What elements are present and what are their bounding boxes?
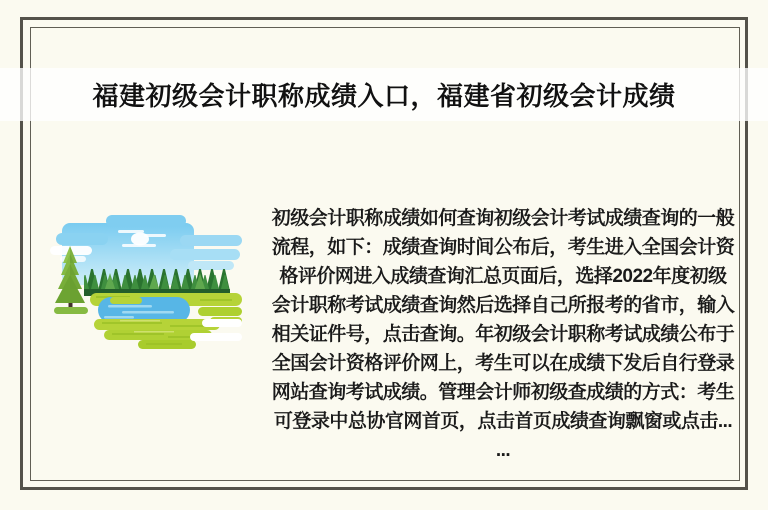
article-line: 可登录中总协官网首页，点击首页成绩查询飘窗或点击... xyxy=(273,411,733,432)
article-line: 格评价网进入成绩查询汇总页面后，选择2022年度初级 xyxy=(279,266,727,287)
article-body xyxy=(264,204,742,465)
forest-lake-scene-svg xyxy=(50,213,246,355)
article-line: 初级会计职称成绩如何查询初级会计考试成绩查询的一般 xyxy=(271,208,735,229)
article-line: 全国会计资格评价网上，考生可以在成绩下发后自行登录 xyxy=(271,353,735,374)
landscape-illustration xyxy=(50,213,246,355)
page-title: 福建初级会计职称成绩入口，福建省初级会计成绩 xyxy=(92,81,676,111)
article-ellipsis-line: ... xyxy=(495,440,511,461)
title-band xyxy=(0,68,768,121)
article-line: 流程，如下：成绩查询时间公布后，考生进入全国会计资 xyxy=(271,237,735,258)
article-line: 会计职称考试成绩查询然后选择自己所报考的省市，输入 xyxy=(271,295,735,316)
article-line: 相关证件号，点击查询。年初级会计职称考试成绩公布于 xyxy=(271,324,735,345)
article-line: 网站查询考试成绩。管理会计师初级查成绩的方式：考生 xyxy=(271,382,735,403)
